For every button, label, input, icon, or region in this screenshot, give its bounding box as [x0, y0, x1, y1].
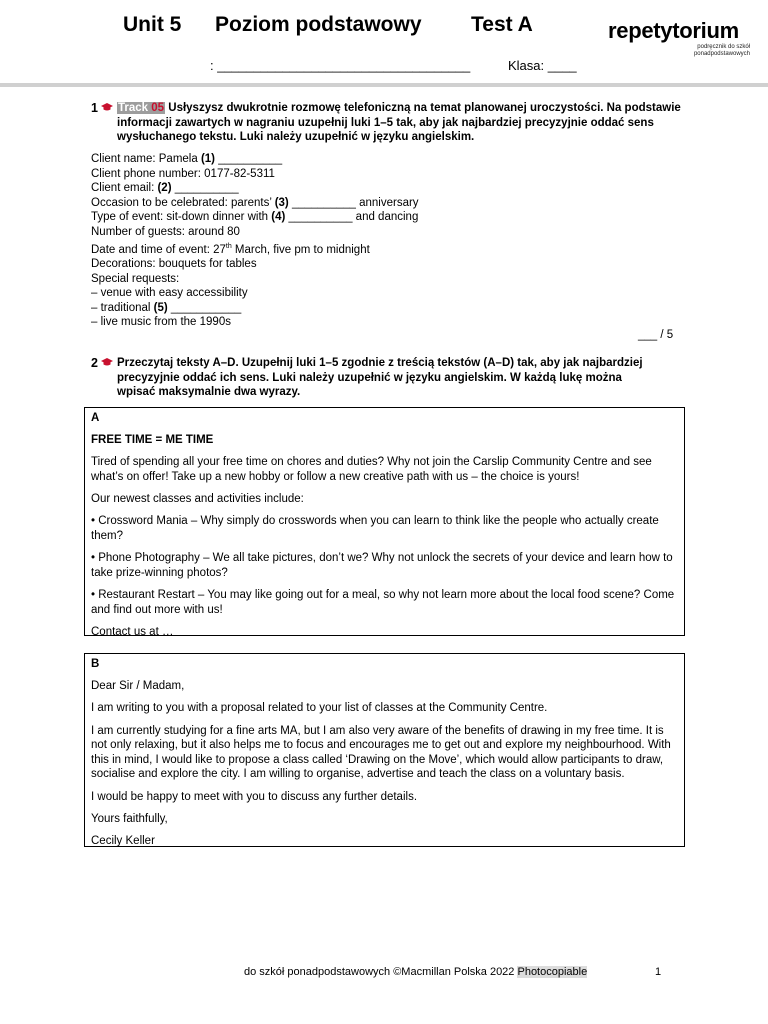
form-line-request-3: – live music from the 1990s	[91, 316, 231, 329]
text-a-bullet-3: • Restaurant Restart – You may like going out for a meal, so why not learn more about the local food scene? Come and find out more with us!	[91, 588, 675, 616]
gap-1[interactable]: (1)	[200, 153, 216, 165]
text-b-paragraph-1: I am writing to you with a proposal related to your list of classes at the Community Centre.	[91, 702, 548, 715]
page-number: 1	[655, 966, 662, 978]
test-label: Test A	[471, 13, 533, 36]
task1-number: 1	[91, 101, 98, 115]
footer-copyright: do szkół ponadpodstawowych ©Macmillan Polska 2022	[244, 966, 515, 978]
level-label: Poziom podstawowy	[215, 13, 422, 36]
track-text: Track	[118, 102, 149, 114]
gap-2[interactable]: (2)	[157, 182, 172, 195]
task2-number: 2	[91, 356, 98, 370]
text-b-greeting: Dear Sir / Madam,	[91, 680, 185, 693]
form-line-client-email: Client email: (2) __________	[91, 182, 239, 195]
text-b-closing: Yours faithfully,	[91, 812, 168, 825]
gap-4[interactable]: (4)	[271, 211, 286, 224]
logo-subtitle-1: podręcznik do szkół	[697, 44, 750, 50]
gap-5[interactable]: (5)	[153, 301, 168, 314]
book-icon	[101, 357, 113, 372]
track-number: 05	[151, 102, 165, 114]
task2-instruction: Przeczytaj teksty A–D. Uzupełnij luki 1–5 zgodnie z treścią tekstów (A–D) tak, aby jak najbardziej precyzyjnie oddać ich sens. Luki należy uzupełnić w języku angielskim. W każdą lukę można wpisać maksymalnie dwa wyrazy.	[117, 357, 643, 399]
task1-instruction-block	[91, 101, 681, 145]
form-line-special-requests: Special requests:	[91, 272, 180, 285]
graduation-cap-icon	[101, 102, 113, 117]
form-line-request-1: – venue with easy accessibility	[91, 287, 248, 300]
text-b-box	[84, 653, 685, 847]
task1-form	[91, 152, 691, 330]
task1-score: ___ / 5	[638, 329, 674, 341]
text-a-contact: Contact us at …	[91, 625, 174, 638]
form-line-client-name: Client name: Pamela (1) __________	[91, 153, 283, 165]
text-a-paragraph-1: Tired of spending all your free time on chores and duties? Why not join the Carslip Community Centre and see what’s on offer! Take up a new hobby or follow a new creative path with us – the choice is yours!	[91, 456, 652, 483]
text-b-label: B	[91, 658, 100, 670]
logo-subtitle-2: ponadpodstawowych	[693, 51, 750, 57]
logo	[608, 18, 750, 58]
text-a-box	[84, 407, 685, 636]
text-b-signature: Cecily Keller	[91, 834, 155, 847]
text-a-bullet-2: • Phone Photography – We all take pictures, don’t we? Why not unlock the secrets of your device and learn how to take prize-winning photos?	[91, 552, 673, 579]
form-line-event-type: Type of event: sit-down dinner with (4) __________ and dancing	[91, 211, 419, 224]
form-line-request-2: – traditional (5) ___________	[91, 301, 242, 314]
unit-label: Unit 5	[123, 13, 182, 36]
class-field-line[interactable]: Klasa: ____	[508, 58, 577, 73]
text-a-label: A	[91, 412, 100, 424]
task1-instruction: Usłyszysz dwukrotnie rozmowę telefoniczną na temat planowanej uroczystości. Na podstawie informacji zawartych w nagraniu uzupełnij luki 1–5 tak, aby jak najbardziej precyzyjnie oddać sens wysłuchanego tekstu. Luki należy uzupełnić w języku angielskim.	[117, 102, 681, 144]
name-field-line[interactable]: : ___________________________________	[210, 58, 471, 73]
footer-text	[244, 966, 587, 978]
text-a-bullet-1: • Crossword Mania – Why simply do crosswords when you can learn to think like the people who actually create them?	[91, 515, 659, 542]
form-line-occasion: Occasion to be celebrated: parents’ (3) __________ anniversary	[91, 196, 419, 209]
task2-instruction-block	[91, 356, 651, 400]
text-a-paragraph-2: Our newest classes and activities include:	[91, 493, 304, 506]
form-line-client-phone: Client phone number: 0177-82-5311	[91, 167, 275, 180]
form-line-guests: Number of guests: around 80	[91, 225, 240, 238]
form-line-decorations: Decorations: bouquets for tables	[91, 257, 257, 270]
text-b-paragraph-2: I am currently studying for a fine arts MA, but I am also very aware of the benefits of drawing in my free time. It is not only relaxing, but it also helps me to focus and encourages me to get out and explore my neighbourhood. With this in mind, I would like to propose a class called ‘Drawing on the Move’, which would allow participants to draw, socialise and explore the city. I am willing to organise, advertise and teach the class on a voluntary basis.	[91, 724, 671, 781]
photocopiable-label: Photocopiable	[517, 966, 588, 978]
form-line-date: Date and time of event: 27th March, five pm to midnight	[91, 242, 370, 256]
logo-text: repetytorium	[608, 18, 739, 43]
text-a-title: FREE TIME = ME TIME	[91, 434, 214, 447]
gap-3[interactable]: (3)	[274, 196, 289, 209]
track-label[interactable]	[117, 102, 165, 114]
text-b-paragraph-3: I would be happy to meet with you to discuss any further details.	[91, 790, 418, 803]
header-rule	[0, 83, 768, 87]
